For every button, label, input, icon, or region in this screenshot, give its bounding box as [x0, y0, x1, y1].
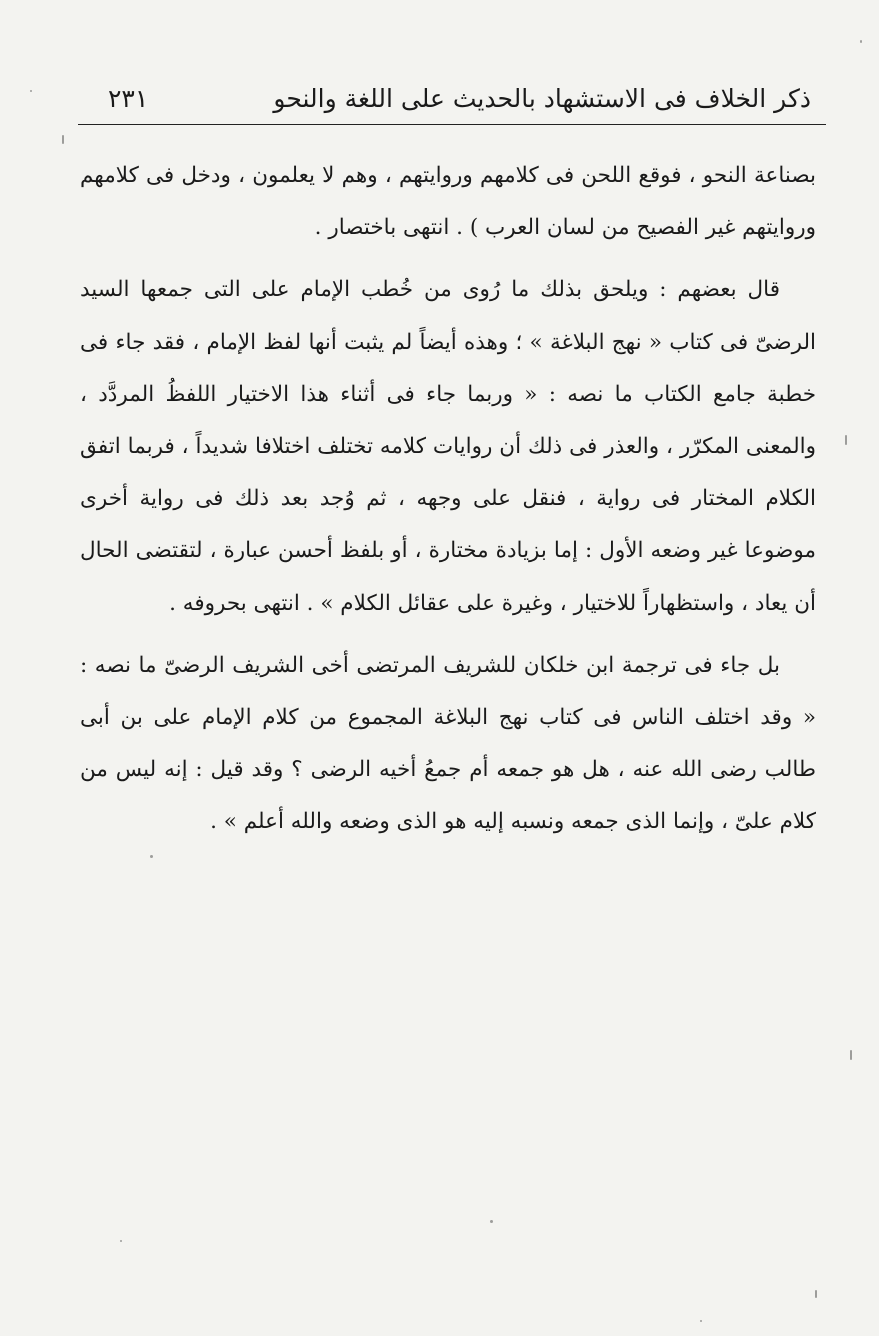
scan-speck — [120, 1240, 122, 1242]
scan-speck — [815, 1290, 817, 1298]
paragraph-nahj-quote: قال بعضهم : ويلحق بذلك ما رُوى من خُطب الإمام على التى جمعها السيد الرضىّ فى كتاب « نهج البلاغة » ؛ وهذه أيضاً لم يثبت أنها لفظ الإمام ، فقد جاء فى خطبة جامع الكتاب ما نصه : « وربما جاء فى أثناء هذا الاختيار اللفظُ المردَّد ، والمعنى المكرّر ، والعذر فى ذلك أن روايات كلامه تختلف اختلافا شديداً ، فربما اتفق الكلام المختار فى رواية ، فنقل على وجهه ، ثم وُجد بعد ذلك فى رواية أخرى موضوعا غير وضعه الأول : إما بزيادة مختارة ، أو بلفظ أحسن عبارة ، لتقتضى الحال أن يعاد ، واستظهاراً للاختيار ، وغيرة على عقائل الكلام » . انتهى بحروفه . — [80, 277, 816, 616]
scan-speck — [845, 435, 847, 445]
scan-speck — [850, 1050, 852, 1060]
scan-speck — [30, 90, 32, 92]
running-head: ذكر الخلاف فى الاستشهاد بالحديث على اللغة والنحو — [273, 83, 811, 113]
paragraph-continuation: بصناعة النحو ، فوقع اللحن فى كلامهم وروايتهم ، وهم لا يعلمون ، ودخل فى كلامهم وروايتهم غير الفصيح من لسان العرب ) . انتهى باختصار . — [80, 163, 816, 241]
scan-speck — [490, 1220, 493, 1223]
scan-speck — [150, 855, 153, 858]
scan-speck — [860, 40, 862, 43]
page-number: ٢٣١ — [108, 83, 149, 113]
scan-speck — [62, 135, 64, 144]
scan-speck — [700, 1320, 702, 1322]
paragraph-ibn-khallikan: بل جاء فى ترجمة ابن خلكان للشريف المرتضى أخى الشريف الرضىّ ما نصه : « وقد اختلف الناس فى كتاب نهج البلاغة المجموع من كلام الإمام على بن أبى طالب رضى الله عنه ، هل هو جمعه أم جمعُ أخيه الرضى ؟ وقد قيل : إنه ليس من كلام علىّ ، وإنما الذى جمعه ونسبه إليه هو الذى وضعه والله أعلم » . — [80, 652, 816, 835]
header-rule — [78, 124, 826, 125]
page-header — [80, 76, 825, 120]
body-text — [80, 150, 816, 849]
